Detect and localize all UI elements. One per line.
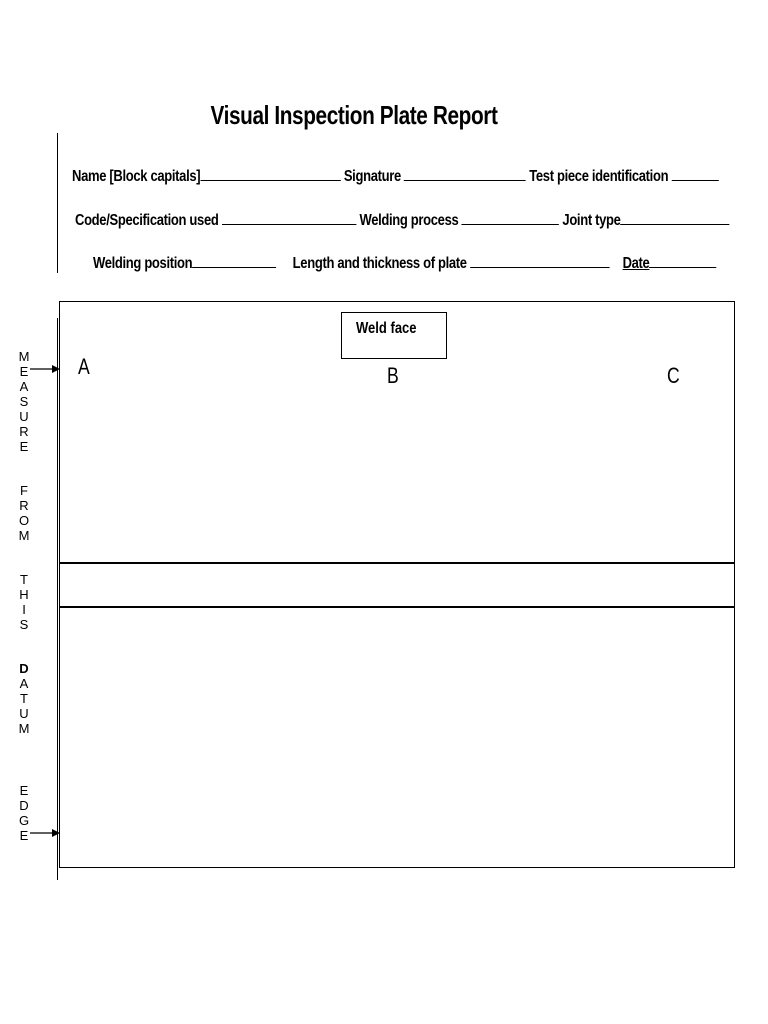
datum-letter: A [19, 676, 29, 691]
datum-letter: O [18, 513, 30, 528]
datum-letter: E [19, 364, 29, 379]
datum-letter: D [19, 798, 29, 813]
datum-letter: G [18, 813, 30, 828]
form-row-2 [75, 210, 730, 230]
marker-b: B [387, 363, 399, 388]
datum-letter: E [19, 439, 29, 454]
datum-letter: R [19, 498, 29, 513]
datum-letter: E [19, 783, 29, 798]
datum-letter: M [18, 349, 30, 364]
marker-c: C [667, 363, 680, 388]
datum-letter: U [19, 409, 29, 424]
length-thickness-label: Length and thickness of plate [292, 255, 467, 272]
datum-letter: I [22, 602, 26, 617]
datum-arrow-bottom-icon [28, 827, 62, 839]
datum-letter: H [19, 587, 29, 602]
datum-letter: T [20, 572, 28, 587]
signature-label: Signature [343, 168, 401, 185]
test-piece-label: Test piece identification [529, 168, 669, 185]
datum-letter: E [19, 828, 29, 843]
datum-letter: S [19, 617, 29, 632]
welding-position-label: Welding position [93, 255, 193, 272]
joint-type-field[interactable] [621, 210, 730, 225]
datum-letter: S [19, 394, 29, 409]
date-label: Date [622, 255, 650, 272]
weld-face-box [341, 312, 447, 359]
joint-type-label: Joint type [562, 212, 621, 229]
length-thickness-field[interactable] [470, 253, 609, 268]
name-label: Name [Block capitals] [72, 168, 201, 185]
datum-letter: A [19, 379, 29, 394]
datum-arrow-top-icon [28, 363, 62, 375]
signature-field[interactable] [404, 166, 526, 181]
datum-letter: R [19, 424, 29, 439]
marker-a: A [78, 354, 90, 379]
form-row-1 [72, 166, 719, 186]
weld-lower-line [59, 606, 735, 608]
weld-face-label: Weld face [356, 320, 417, 337]
datum-letter: M [18, 721, 30, 736]
code-specification-label: Code/Specification used [75, 212, 219, 229]
welding-process-label: Welding process [359, 212, 459, 229]
date-field[interactable] [649, 253, 716, 268]
welding-position-field[interactable] [192, 253, 276, 268]
datum-letter: U [19, 706, 29, 721]
welding-process-field[interactable] [462, 210, 559, 225]
datum-edge-line [57, 318, 58, 880]
datum-letter: F [20, 483, 28, 498]
test-piece-field[interactable] [671, 166, 718, 181]
page-title: Visual Inspection Plate Report [210, 100, 498, 130]
datum-letter: D [19, 661, 29, 676]
header-margin-line [57, 133, 58, 273]
name-field[interactable] [200, 166, 340, 181]
code-specification-field[interactable] [222, 210, 356, 225]
weld-upper-line [59, 562, 735, 564]
datum-letter: M [18, 528, 30, 543]
form-row-3 [93, 253, 717, 273]
datum-letter: T [20, 691, 28, 706]
